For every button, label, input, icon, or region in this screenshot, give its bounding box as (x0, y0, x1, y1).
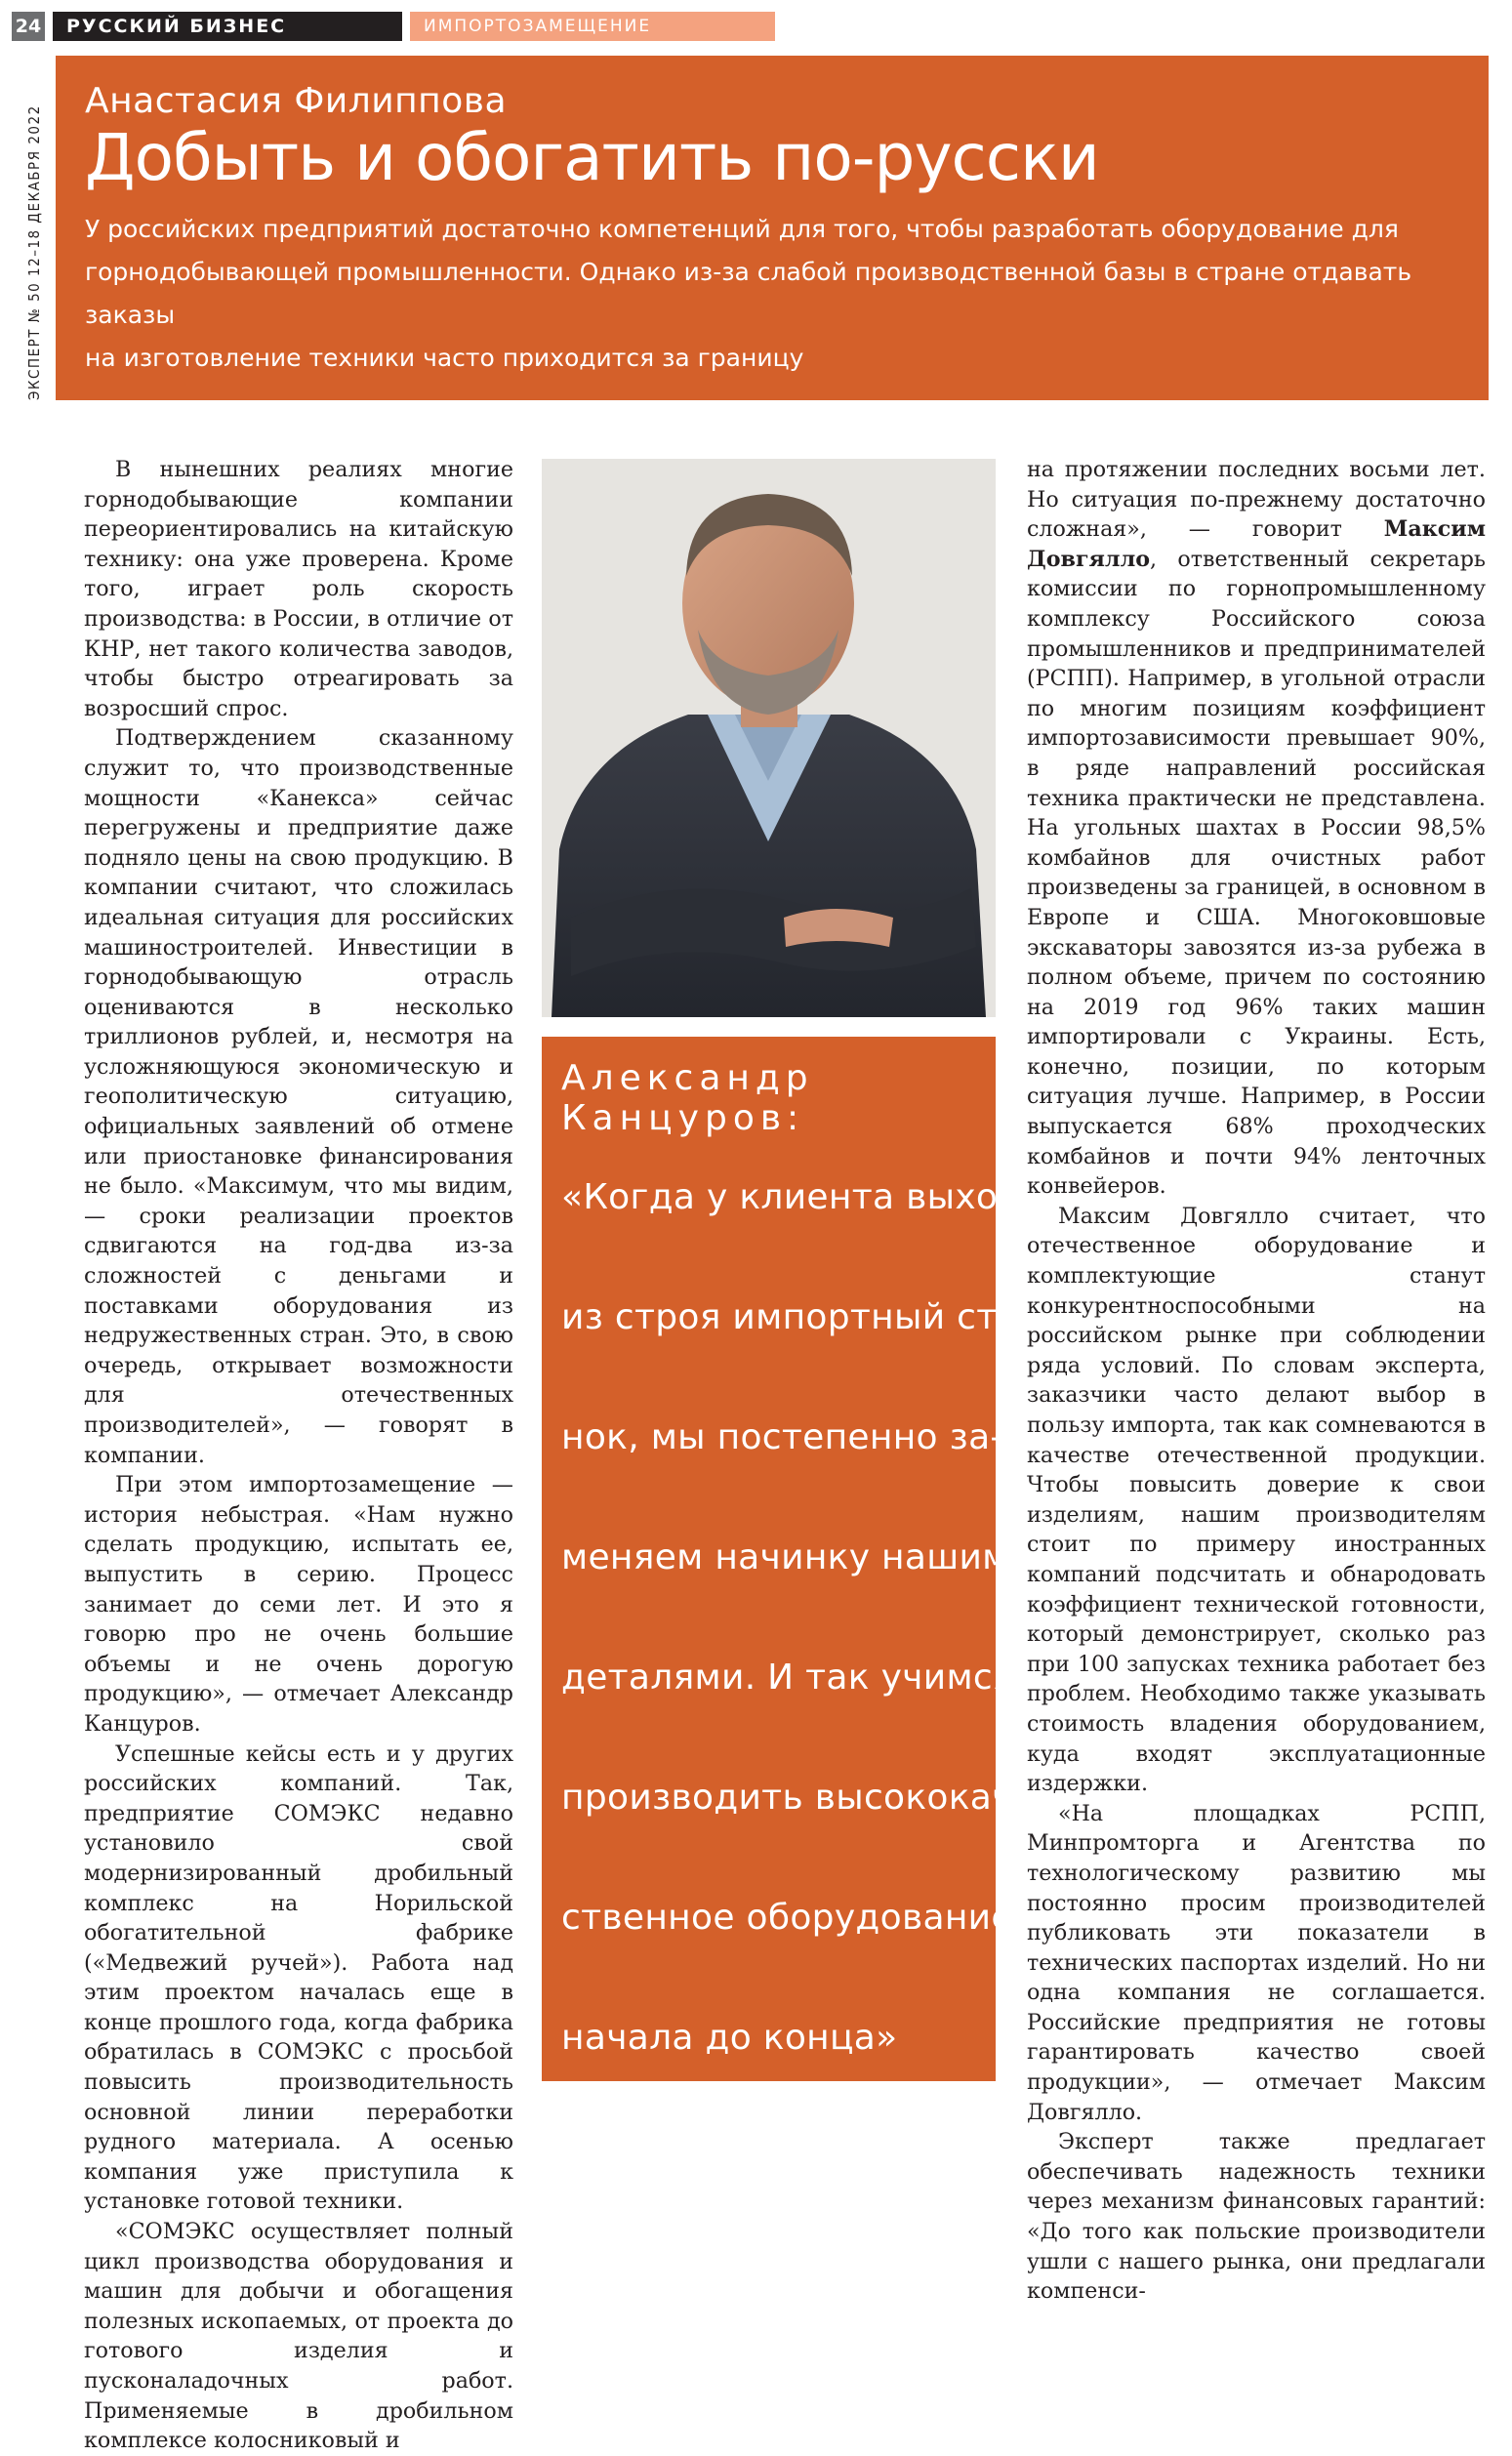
quote-line: меняем начинку нашими (561, 1537, 1033, 1577)
author-name: Анастасия Филиппова (85, 81, 508, 121)
quote-line: ственное оборудование от (561, 1898, 1068, 1938)
paragraph: При этом импортозамещение — история небыстрая. «Нам нужно сделать продукцию, испытать ее, выпустить в серию. Процесс занимает до семи лет. И это я говорю про не очень большие объемы и не очень дорогую продукцию», — отмечает Александр Канцуров. (84, 1472, 513, 1737)
paragraph: Успешные кейсы есть и у других российских компаний. Так, предприятие СОМЭКС недавно установило свой модернизированный дробильный комплекс на Норильской обогатительной фабрике («Медвежий ручей»). Работа над этим проектом началась еще в конце прошлого года, когда фабрика обратилась в СОМЭКС с просьбой повысить производительность основной линии переработки рудного материала. А осенью компания уже приступила к установке готовой техники. (84, 1740, 513, 2215)
issue-line-text: ЭКСПЕРТ № 50 12–18 ДЕКАБРЯ 2022 (25, 104, 43, 400)
expert-name: Максим Довгялло (1027, 516, 1486, 572)
paragraph: «На площадках РСПП, Минпромторга и Агентства по технологическому развитию мы постоянно просим производителей публиковать эти показатели в технических паспортах изделий. Но ни одна компания не соглашается. Российские предприятия не готовы гарантировать качество своей продукции», — отмечает Максим Довгялло. (1027, 1800, 1486, 2125)
portrait-illustration (542, 459, 996, 1017)
pull-quote (542, 1037, 1068, 2081)
lead-line: горнодобывающей промышленности. Однако из-за слабой производственной базы в стране отдавать заказы (85, 257, 1412, 329)
paragraph (1027, 455, 1486, 1202)
quote-line: начала до конца» (561, 2018, 898, 2058)
paragraph: В нынешних реалиях многие горнодобывающие компании переориентировались на китайскую технику: она уже проверена. Кроме того, играет роль скорость производства: в России, в отличие от КНР, нет такого количества заводов, чтобы быстро отреагировать за возросший спрос. (84, 457, 513, 721)
quote-line: нок, мы постепенно за- (561, 1417, 1003, 1457)
portrait-photo (542, 459, 996, 1017)
lead-line: У российских предприятий достаточно компетенций для того, чтобы разработать оборудование для (85, 214, 1399, 243)
article-header (56, 56, 1489, 400)
issue-line (6, 104, 45, 439)
rubric-name: ИМПОРТОЗАМЕЩЕНИЕ (410, 12, 775, 41)
article-lead (85, 208, 1461, 380)
lead-line: на изготовление техники часто приходится за границу (85, 343, 804, 372)
quote-line: из строя импортный ста- (561, 1297, 1033, 1337)
quote-line: деталями. И так учимся (561, 1658, 1014, 1698)
quote-line: производить высококаче- (561, 1778, 1048, 1818)
paragraph-text: , ответственный секретарь комиссии по горнопромышленному комплексу Российского союза промышленников и предпринимателей (РСПП). Например, в угольной отрасли по многим позициям коэффициент импортозависимости превышает 90%, в ряде направлений российская техника практически не представлена. На угольных шахтах в России 98,5% комбайнов для очистных работ произведены за границей, в основном в Европе и США. Многоковшовые экскаваторы завозятся из-за рубежа в полном объеме, причем по состоянию на 2019 год 96% таких машин импортировали с Украины. Есть, конечно, позиции, по которым ситуация лучше. Например, в России выпускается 68% проходческих комбайнов и почти 94% ленточных конвейеров. (1027, 546, 1486, 1200)
column-left (84, 455, 513, 2456)
paragraph-text: на протяжении последних восьми лет. Но ситуация по-прежнему достаточно сложная», — говорит (1027, 457, 1486, 543)
column-right (1027, 455, 1486, 2307)
quote-text (561, 1177, 1068, 2138)
masthead (12, 12, 775, 41)
paragraph: Эксперт также предлагает обеспечивать надежность техники через механизм финансовых гарантий: «До того как польские производители ушли с нашего рынка, они предлагали компенси- (1027, 2129, 1486, 2305)
quote-line: «Когда у клиента выходит (561, 1177, 1067, 1217)
paragraph: «СОМЭКС осуществляет полный цикл производства оборудования и машин для добычи и обогащения полезных ископаемых, от проекта до готового изделия и пусконаладочных работ. Применяемые в дробильном комплексе колосниковый и (84, 2219, 513, 2454)
quote-speaker: Александр Канцуров: (561, 1058, 814, 1138)
page-number: 24 (12, 12, 45, 41)
article-title: Добыть и обогатить по-русски (85, 120, 1099, 195)
section-name: РУССКИЙ БИЗНЕС (53, 12, 402, 41)
paragraph: Подтверждением сказанному служит то, что производственные мощности «Канекса» сейчас перегружены и предприятие даже подняло цены на свою продукцию. В компании считают, что сложилась идеальная ситуация для российских машиностроителей. Инвестиции в горнодобывающую отрасль оцениваются в несколько триллионов рублей, и, несмотря на усложняющуюся экономическую и геополитическую ситуацию, официальных заявлений об отмене или приостановке финансирования не было. «Максимум, что мы видим, — сроки реализации проектов сдвигаются на год-два из-за сложностей с деньгами и поставками оборудования из недружественных стран. Это, в свою очередь, открывает возможности для отечественных производителей», — говорят в компании. (84, 725, 513, 1468)
paragraph: Максим Довгялло считает, что отечественное оборудование и комплектующие станут конкурентноспособными на российском рынке при соблюдении ряда условий. По словам эксперта, заказчики часто делают выбор в пользу импорта, так как сомневаются в качестве отечественной продукции. Чтобы повысить доверие к свои изделиям, нашим производителям стоит по примеру иностранных компаний подсчитать и обнародовать коэффициент технической готовности, который демонстрирует, сколько раз при 100 запусках техника работает без проблем. Необходимо также указывать стоимость владения оборудованием, куда входят эксплуатационные издержки. (1027, 1203, 1486, 1797)
